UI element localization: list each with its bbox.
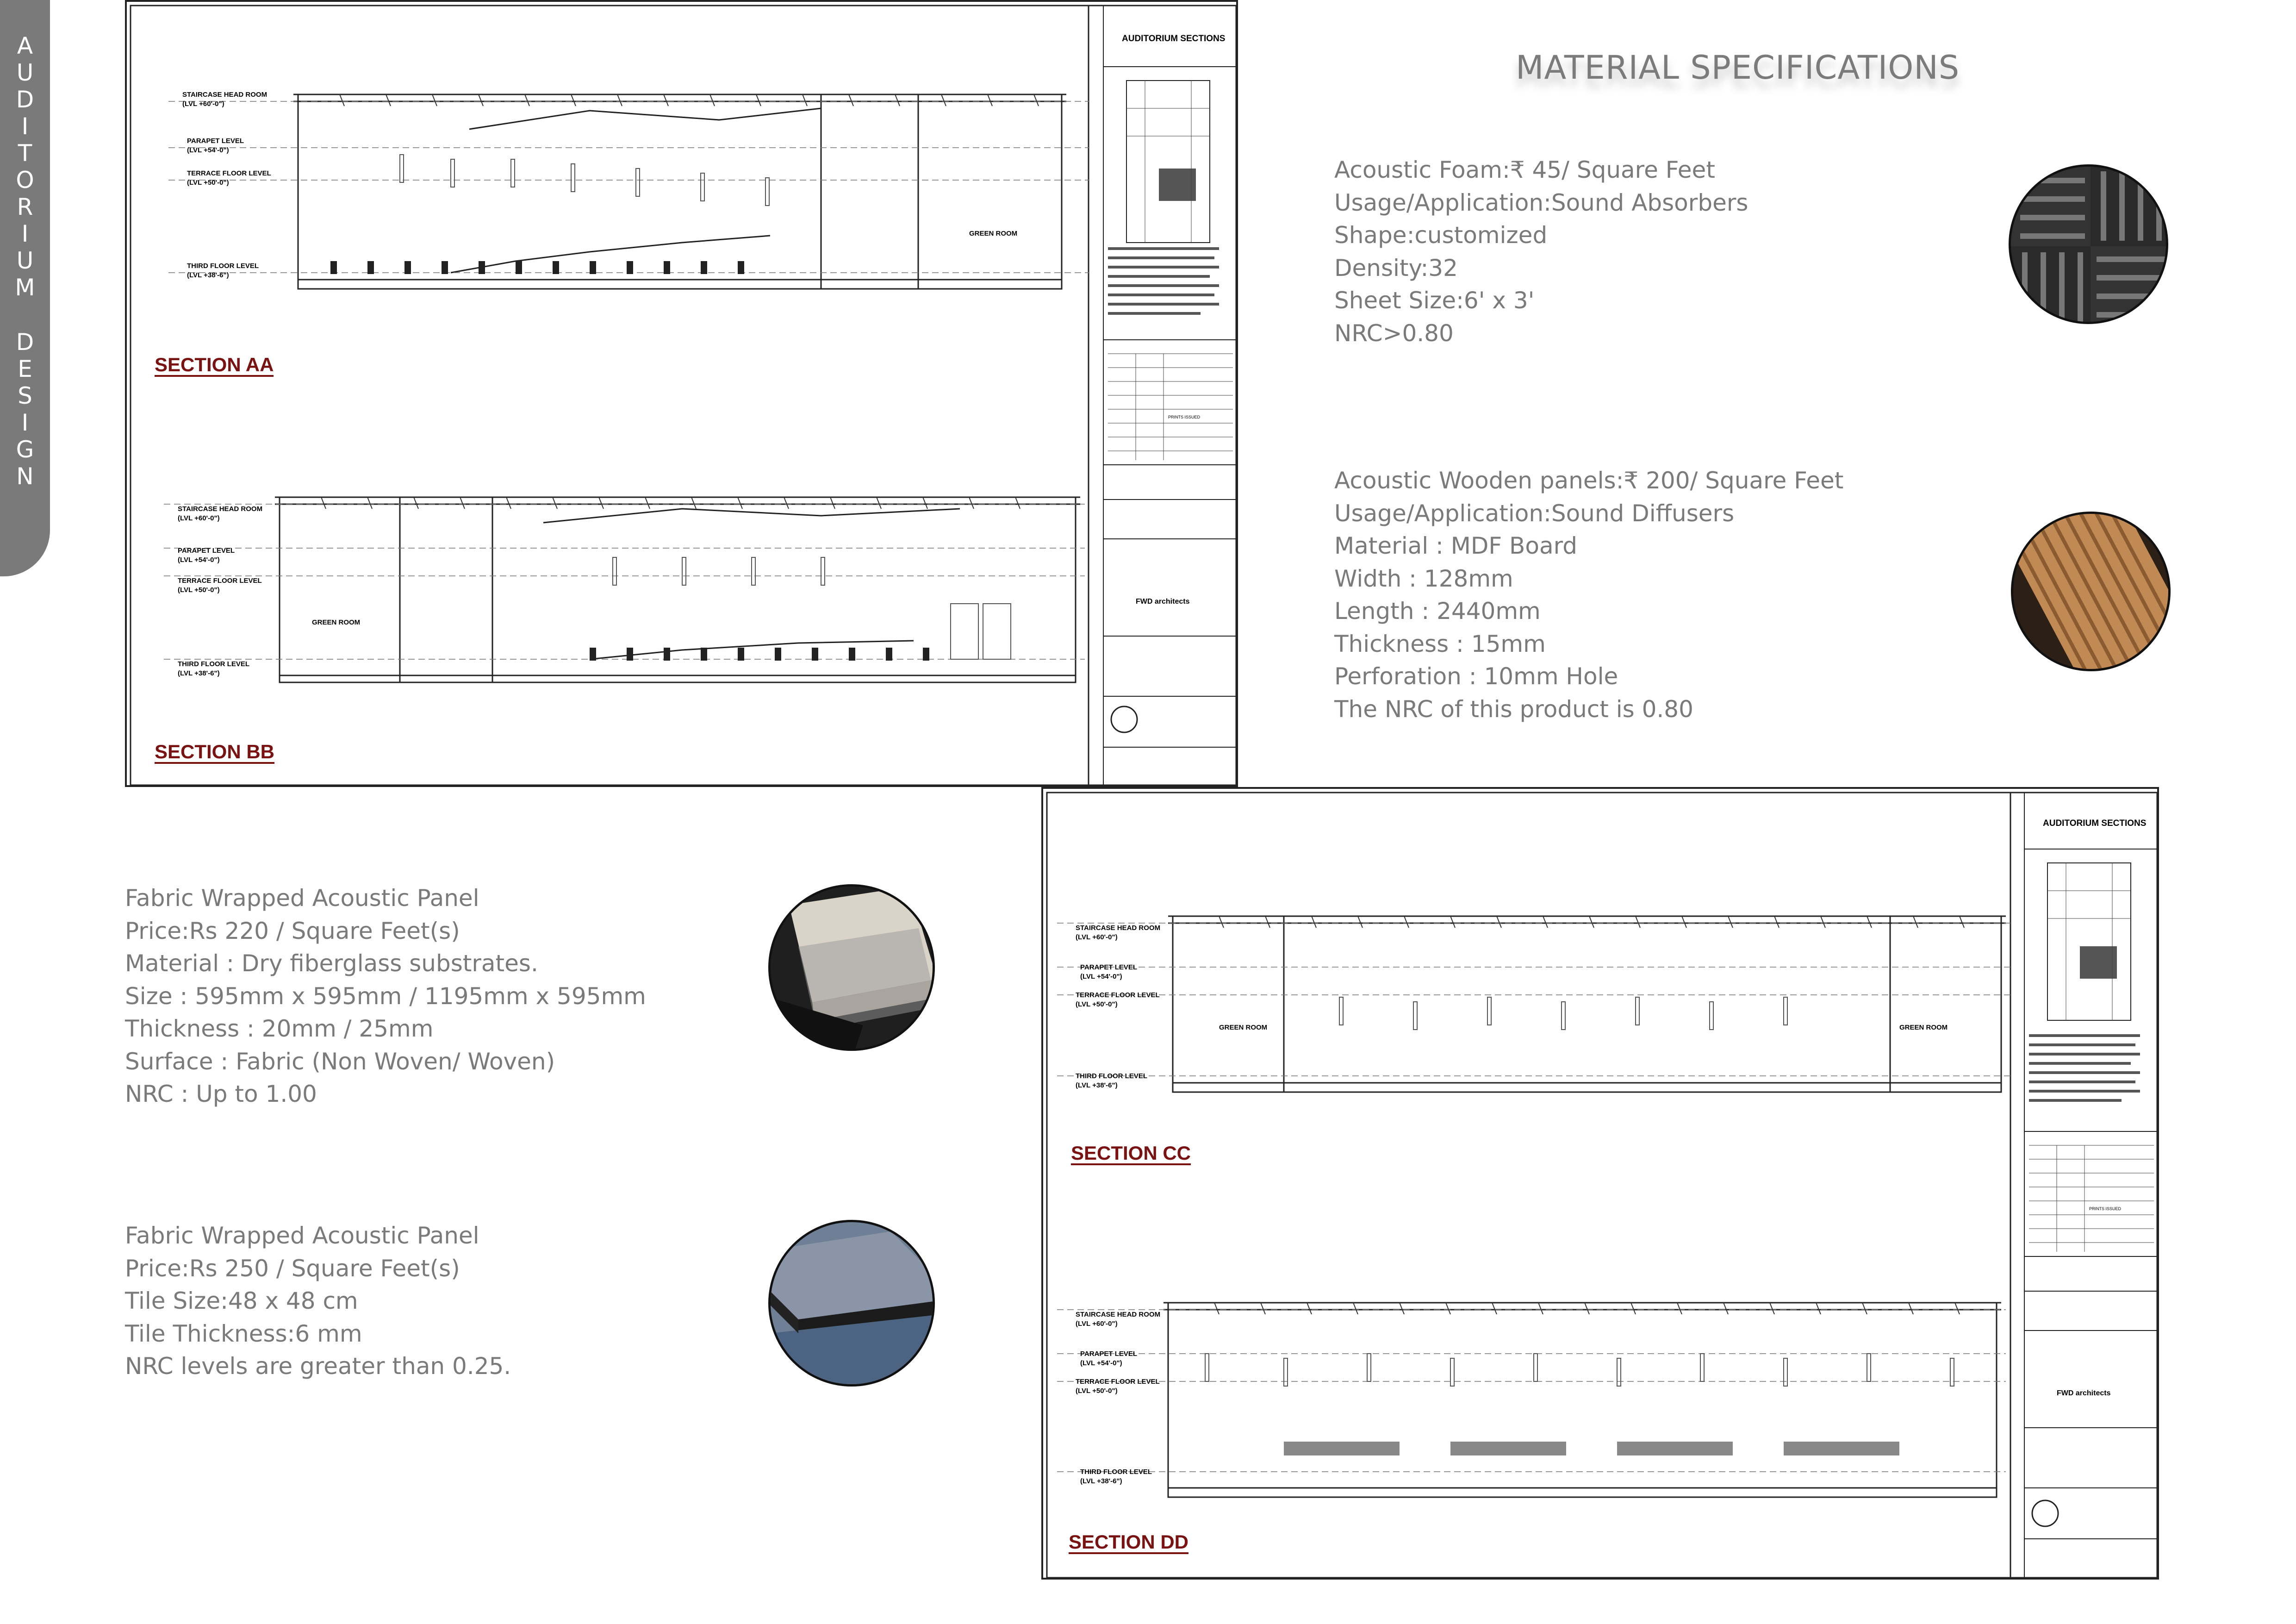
dd-level-staircase-value: (LVL +60'-0") <box>1076 1320 1118 1328</box>
spec-line: Size : 595mm x 595mm / 1195mm x 595mm <box>125 982 646 1010</box>
word1-letter: U <box>16 59 34 86</box>
sheet-1-drawing <box>127 2 1240 789</box>
cc-level-third-value: (LVL +38'-6") <box>1076 1081 1118 1089</box>
drawing-sheet-2 <box>1041 787 2159 1580</box>
fabric-panel-2-image <box>768 1220 935 1387</box>
word1-letter: M <box>15 274 35 301</box>
spec-line: Fabric Wrapped Acoustic Panel <box>125 885 479 912</box>
spec-line: Density:32 <box>1334 254 1458 281</box>
spec-line: Price:Rs 220 / Square Feet(s) <box>125 917 460 944</box>
spec-line: NRC levels are greater than 0.25. <box>125 1353 511 1380</box>
spec-line: Tile Size:48 x 48 cm <box>125 1287 358 1314</box>
acoustic-foam-image <box>2009 164 2168 324</box>
section-aa-label: SECTION AA <box>155 355 274 377</box>
sheet-2-firm: FWD architects <box>2057 1389 2111 1397</box>
bb-level-terrace: TERRACE FLOOR LEVEL <box>178 577 262 585</box>
spec-line: NRC : Up to 1.00 <box>125 1081 317 1107</box>
word1-letter: R <box>17 194 33 220</box>
bb-level-third: THIRD FLOOR LEVEL <box>178 660 249 668</box>
section-aa-drawing <box>168 91 1089 289</box>
side-tab <box>0 0 50 576</box>
word1-letter: T <box>18 140 32 167</box>
wooden-panel-image <box>2011 512 2171 671</box>
dd-level-third: THIRD FLOOR LEVEL <box>1080 1468 1152 1476</box>
spec-line: Usage/Application:Sound Absorbers <box>1334 189 1748 216</box>
spec-line: Usage/Application:Sound Diffusers <box>1334 500 1735 527</box>
section-bb-drawing <box>164 497 1085 682</box>
cc-level-staircase-value: (LVL +60'-0") <box>1076 933 1118 941</box>
spec-line: Shape:customized <box>1334 222 1548 249</box>
word2-letter: S <box>18 382 32 409</box>
aa-green-room: GREEN ROOM <box>969 230 1018 237</box>
cc-level-terrace-value: (LVL +50'-0") <box>1076 1000 1118 1008</box>
drawing-sheet-1 <box>125 0 1238 787</box>
aa-level-terrace: TERRACE FLOOR LEVEL <box>187 169 271 177</box>
sheet-2-drawing <box>1043 789 2161 1581</box>
spec-acoustic-foam <box>1334 154 1748 350</box>
section-cc-label: SECTION CC <box>1071 1143 1191 1165</box>
spec-line: Thickness : 15mm <box>1334 630 1546 657</box>
spec-line: Material : Dry fiberglass substrates. <box>125 950 538 977</box>
spec-line: Acoustic Foam:₹ 45/ Square Feet <box>1334 156 1715 183</box>
spec-line: Perforation : 10mm Hole <box>1334 663 1618 690</box>
cc-level-staircase: STAIRCASE HEAD ROOM <box>1076 924 1161 932</box>
aa-level-third: THIRD FLOOR LEVEL <box>187 262 259 270</box>
sheet-1-title: AUDITORIUM SECTIONS <box>1122 34 1226 44</box>
spec-line: Material : MDF Board <box>1334 532 1577 559</box>
spec-line: Fabric Wrapped Acoustic Panel <box>125 1222 479 1249</box>
section-cc-drawing <box>1057 916 2010 1092</box>
spec-line: NRC>0.80 <box>1334 319 1454 347</box>
word1-letter: D <box>16 86 34 113</box>
bb-green-room: GREEN ROOM <box>312 618 361 626</box>
side-tab-letters <box>0 32 50 490</box>
section-dd-label: SECTION DD <box>1069 1532 1188 1554</box>
bb-level-parapet: PARAPET LEVEL <box>178 547 235 555</box>
spec-fabric-panel-2 <box>125 1219 511 1383</box>
bb-level-terrace-value: (LVL +50'-0") <box>178 586 220 594</box>
spec-line: Thickness : 20mm / 25mm <box>125 1015 434 1042</box>
aa-level-staircase: STAIRCASE HEAD ROOM <box>182 91 268 99</box>
spec-line: Acoustic Wooden panels:₹ 200/ Square Feet <box>1334 467 1844 494</box>
spec-line: Tile Thickness:6 mm <box>125 1320 362 1347</box>
cc-level-parapet-value: (LVL +54'-0") <box>1080 973 1122 981</box>
spec-line: Surface : Fabric (Non Woven/ Woven) <box>125 1048 555 1075</box>
word2-letter: I <box>21 409 29 436</box>
word2-letter: D <box>16 329 34 356</box>
cc-green-room-right: GREEN ROOM <box>1899 1024 1948 1031</box>
cc-level-third: THIRD FLOOR LEVEL <box>1076 1072 1147 1080</box>
cc-level-terrace: TERRACE FLOOR LEVEL <box>1076 991 1160 999</box>
aa-level-parapet-value: (LVL +54'-0") <box>187 146 229 154</box>
spec-line: Length : 2440mm <box>1334 598 1541 625</box>
word2-letter: G <box>16 436 34 463</box>
word2-letter: N <box>16 463 34 490</box>
aa-level-staircase-value: (LVL +60'-0") <box>182 100 224 108</box>
word2-letter: E <box>18 356 32 382</box>
word1-letter: A <box>17 32 33 59</box>
bb-level-staircase-value: (LVL +60'-0") <box>178 514 220 522</box>
sheet-2-title: AUDITORIUM SECTIONS <box>2043 818 2147 828</box>
section-dd-drawing <box>1057 1303 2006 1497</box>
page-title: MATERIAL SPECIFICATIONS <box>1516 49 1960 87</box>
bb-level-third-value: (LVL +38'-6") <box>178 669 220 677</box>
cc-green-room-left: GREEN ROOM <box>1219 1024 1268 1031</box>
cc-level-parapet: PARAPET LEVEL <box>1080 963 1138 971</box>
spec-wooden-panels <box>1334 464 1843 725</box>
dd-level-third-value: (LVL +38'-6") <box>1080 1477 1122 1485</box>
sheet-1-prints-issued: PRINTS ISSUED <box>1168 415 1201 419</box>
sheet-1-firm: FWD architects <box>1136 598 1190 606</box>
dd-level-parapet: PARAPET LEVEL <box>1080 1350 1138 1358</box>
word1-letter: I <box>21 113 29 140</box>
dd-level-terrace: TERRACE FLOOR LEVEL <box>1076 1378 1160 1386</box>
bb-level-staircase: STAIRCASE HEAD ROOM <box>178 505 263 513</box>
word1-letter: I <box>21 220 29 247</box>
section-bb-label: SECTION BB <box>155 742 274 764</box>
word1-letter: O <box>16 167 34 194</box>
dd-level-terrace-value: (LVL +50'-0") <box>1076 1387 1118 1395</box>
bb-level-parapet-value: (LVL +54'-0") <box>178 556 220 564</box>
dd-level-parapet-value: (LVL +54'-0") <box>1080 1359 1122 1367</box>
dd-level-staircase: STAIRCASE HEAD ROOM <box>1076 1311 1161 1318</box>
aa-level-terrace-value: (LVL +50'-0") <box>187 179 229 187</box>
aa-level-third-value: (LVL +38'-6") <box>187 271 229 279</box>
spec-line: Width : 128mm <box>1334 565 1513 592</box>
aa-level-parapet: PARAPET LEVEL <box>187 137 244 145</box>
spec-fabric-panel-1 <box>125 882 646 1111</box>
spec-line: Price:Rs 250 / Square Feet(s) <box>125 1255 460 1282</box>
word1-letter: U <box>16 247 34 274</box>
spec-line: Sheet Size:6' x 3' <box>1334 287 1535 314</box>
spec-line: The NRC of this product is 0.80 <box>1334 695 1693 723</box>
fabric-panel-1-image <box>768 884 935 1051</box>
sheet-2-prints-issued: PRINTS ISSUED <box>2089 1206 2122 1211</box>
